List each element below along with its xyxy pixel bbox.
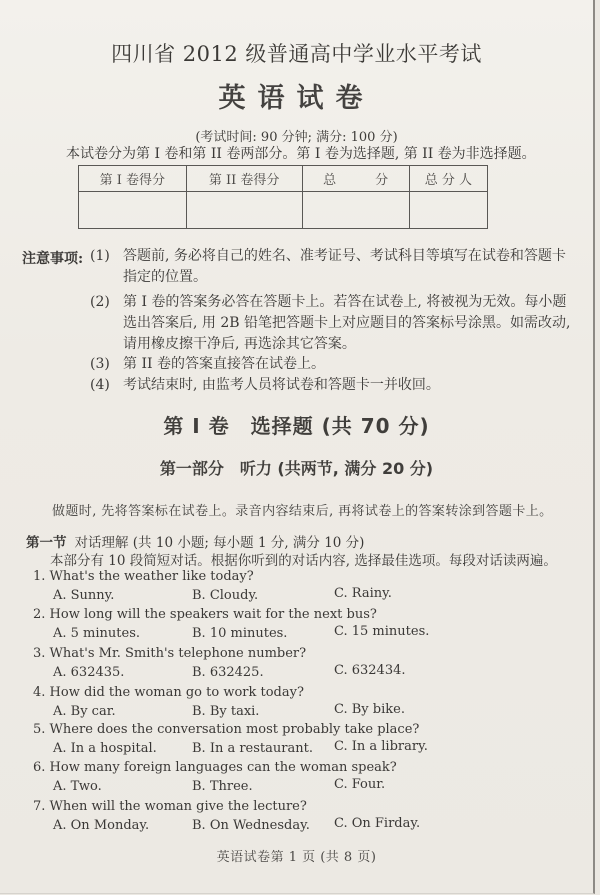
option-c: C. Four. (334, 777, 386, 792)
question-text: How long will the speakers wait for the next bus? (49, 607, 377, 622)
question-number: 3. (33, 646, 46, 661)
option-b: B. In a restaurant. (192, 741, 313, 756)
score-value-part1 (79, 192, 187, 229)
subsection-title: 对话理解 (共 10 小题; 每小题 1 分, 满分 10 分) (74, 535, 365, 551)
subsection-heading (26, 531, 364, 551)
option-c: C. Rainy. (334, 586, 392, 601)
question-stem (33, 607, 377, 622)
score-header-scorer: 总 分 人 (409, 166, 487, 192)
question-stem (33, 799, 307, 814)
question-text: How did the woman go to work today? (49, 685, 304, 700)
note-text: 答题前, 务必将自己的姓名、准考证号、考试科目等填写在试卷和答题卡指定的位置。 (123, 248, 566, 285)
option-b: B. Cloudy. (192, 588, 259, 603)
option-b: B. 10 minutes. (192, 626, 288, 641)
option-a: A. On Monday. (53, 818, 150, 833)
page-footer: 英语试卷第 1 页 (共 8 页) (216, 850, 377, 865)
question-number: 7. (33, 799, 46, 814)
question-stem (33, 569, 254, 584)
subsection-label: 第一节 (26, 535, 67, 551)
question-text: What's the weather like today? (49, 569, 254, 584)
question-stem (33, 760, 397, 775)
exam-info: (考试时间: 90 分钟; 满分: 100 分) (195, 130, 398, 145)
score-table-value-row (79, 192, 488, 229)
score-header-part1: 第 I 卷得分 (79, 166, 187, 192)
question-number: 1. (33, 569, 46, 584)
paper-intro: 本试卷分为第 I 卷和第 II 卷两部分。第 I 卷为选择题, 第 II 卷为非选择题。 (66, 146, 536, 162)
question-number: 5. (33, 722, 46, 737)
option-a: A. 632435. (53, 665, 125, 680)
notes-label: 注意事项: (22, 251, 84, 267)
question-stem (33, 685, 304, 700)
option-c: C. 15 minutes. (334, 624, 430, 639)
score-table (78, 165, 488, 229)
option-b: B. By taxi. (192, 704, 260, 719)
option-a: A. Two. (53, 779, 102, 794)
subject-title: 英语试卷 (218, 83, 375, 114)
section-title: 第 I 卷 选择题 (共 70 分) (163, 414, 430, 438)
exam-title: 四川省 2012 级普通高中学业水平考试 (111, 42, 482, 66)
option-b: B. Three. (192, 779, 253, 794)
question-number: 6. (33, 760, 46, 775)
note-number: (4) (90, 377, 110, 393)
option-b: B. 632425. (192, 665, 264, 680)
question-text: When will the woman give the lecture? (49, 799, 307, 814)
note-text: 考试结束时, 由监考人员将试卷和答题卡一并收回。 (123, 377, 440, 393)
question-text: Where does the conversation most probably take place? (49, 722, 420, 737)
question-stem (33, 646, 306, 661)
score-header-total: 总 分 (302, 166, 409, 192)
score-value-total (302, 192, 409, 229)
question-stem (33, 722, 419, 737)
option-b: B. On Wednesday. (192, 818, 310, 833)
score-value-part2 (186, 192, 302, 229)
subsection-description: 本部分有 10 段简短对话。根据你听到的对话内容, 选择最佳选项。每段对话读两遍。 (50, 553, 557, 569)
note-number: (1) (90, 248, 110, 264)
question-number: 2. (33, 607, 46, 622)
score-header-part2: 第 II 卷得分 (186, 166, 302, 192)
part-title: 第一部分 听力 (共两节, 满分 20 分) (159, 459, 434, 478)
option-c: C. In a library. (334, 739, 428, 754)
note-number: (3) (90, 356, 110, 372)
note-number: (2) (90, 294, 110, 310)
note-text: 第 I 卷的答案务必答在答题卡上。若答在试卷上, 将被视为无效。每小题选出答案后, 用 2B 铅笔把答题卡上对应题目的答案标号涂黑。如需改动, 请用橡皮擦干净后, 再选涂其它答案。 (123, 294, 571, 352)
listening-instruction: 做题时, 先将答案标在试卷上。录音内容结束后, 再将试卷上的答案转涂到答题卡上。 (52, 504, 553, 519)
option-c: C. On Firday. (334, 816, 421, 831)
score-table-header-row (79, 166, 488, 192)
question-number: 4. (33, 685, 46, 700)
option-c: C. 632434. (334, 663, 406, 678)
option-a: A. 5 minutes. (53, 626, 141, 641)
question-text: What's Mr. Smith's telephone number? (49, 646, 307, 661)
option-c: C. By bike. (334, 702, 405, 717)
score-value-scorer (409, 192, 487, 229)
option-a: A. Sunny. (53, 588, 115, 603)
note-text: 第 II 卷的答案直接答在试卷上。 (123, 356, 325, 372)
option-a: A. In a hospital. (53, 741, 157, 756)
option-a: A. By car. (53, 704, 116, 719)
question-text: How many foreign languages can the woman speak? (49, 760, 397, 775)
